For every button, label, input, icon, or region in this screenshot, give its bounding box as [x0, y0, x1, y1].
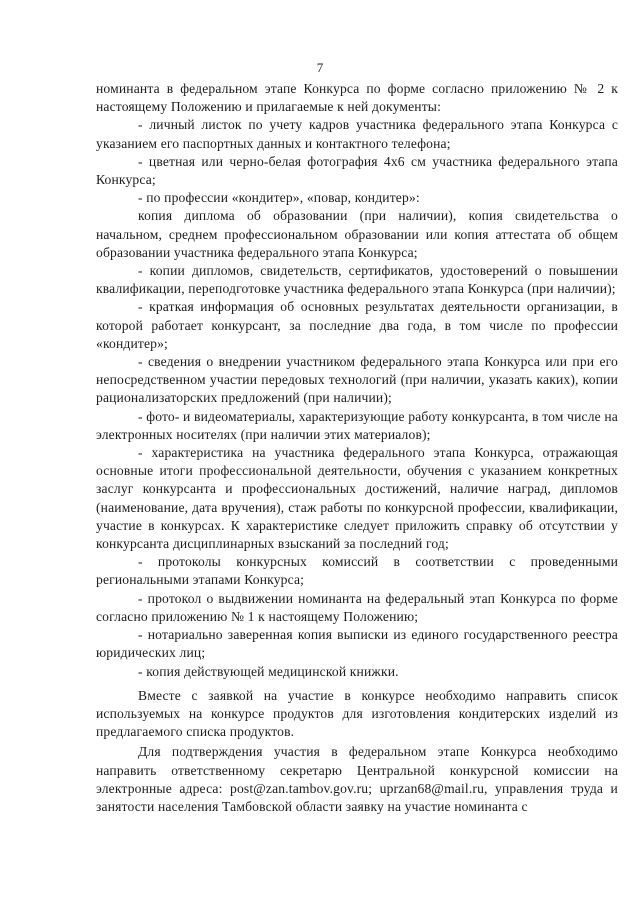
list-item-organization-info: - краткая информация об основных результатах деятельности организации, в которой работает конкурсант, за последние два года, в том числе по профессии «кондитер»; [96, 299, 618, 351]
paragraph-application-form: номинанта в федеральном этапе Конкурса по форме согласно приложению № 2 к настоящему Положению и прилагаемые к ней документы: [96, 81, 618, 115]
list-item-medical-book: - копия действующей медицинской книжки. [138, 663, 399, 679]
paragraph-confirmation: Для подтверждения участия в федеральном этапе Конкурса необходимо направить ответственному секретарю Центральной конкурсной комиссии на электронные адреса: post@zan.tambov.gov.ru; uprzan68@mail.ru, управления труда и занятости населения Тамбовской области заявку на участие номинанта с [96, 744, 618, 814]
list-item-certificates: - копии дипломов, свидетельств, сертификатов, удостоверений о повышении квалификации, переподготовке участника федерального этапа Конкурса (при наличии); [96, 263, 618, 297]
list-item-photo: - цветная или черно-белая фотография 4х6 см участника федерального этапа Конкурса; [96, 153, 618, 188]
page-number: 7 [316, 60, 324, 75]
list-item-profession: - по профессии «кондитер», «повар, кондитер»: [138, 190, 420, 206]
paragraph-products-list: Вместе с заявкой на участие в конкурсе необходимо направить список используемых на конкурсе продуктов для изготовления кондитерских изделий из предлагаемого списка продуктов. [96, 687, 618, 740]
list-item-reference: - характеристика на участника федерального этапа Конкурса, отражающая основные итоги профессиональной деятельности, обучения с указанием конкретных заслуг конкурсанта и профессиональных достижений, наличие наград, дипломов (наименование, дата вручения), стаж работы по конкурсной профессии, квалификации, участие в конкурсах. К характеристике следует приложить справку об отсутствии у конкурсанта дисциплинарных взысканий за последний год; [96, 445, 618, 552]
list-item-media: - фото- и видеоматериалы, характеризующие работу конкурсанта, в том числе на электронных носителях (при наличии этих материалов); [96, 408, 618, 442]
list-item-technologies: - сведения о внедрении участником федерального этапа Конкурса или при его непосредственном участии передовых технологий (при наличии, указать каких), копии рационализаторских предложений (при наличии); [96, 354, 618, 406]
list-item-diploma-copy: копия диплома об образовании (при наличии), копия свидетельства о начальном, среднем профессиональном образовании или копия аттестата об общем образовании участника федерального этапа Конкурса; [96, 208, 618, 260]
list-item-protocols: - протоколы конкурсных комиссий в соответствии с проведенными региональными этапами Конкурса; [96, 554, 618, 588]
list-item-register-extract: - нотариально заверенная копия выписки из единого государственного реестра юридических лиц; [96, 627, 618, 661]
list-item-personnel-sheet: - личный листок по учету кадров участника федерального этапа Конкурса с указанием его паспортных данных и контактного телефона; [96, 117, 618, 151]
document-body [96, 80, 618, 816]
list-item-nomination-protocol: - протокол о выдвижении номинанта на федеральный этап Конкурса по форме согласно приложению № 1 к настоящему Положению; [96, 590, 618, 624]
